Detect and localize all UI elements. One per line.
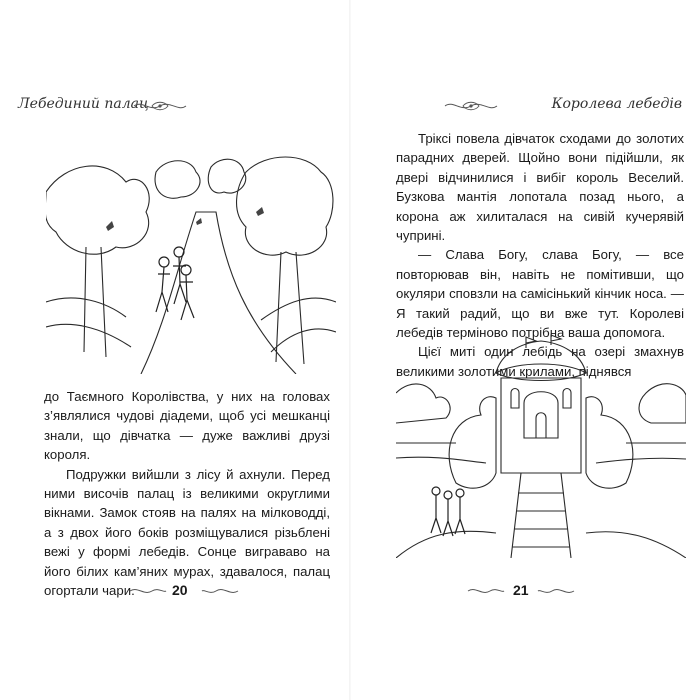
- paragraph: Цієї миті один лебідь на озері змахнув великими золотими крилами, піднявся: [396, 344, 684, 379]
- paragraph: Подружки вийшли з лісу й ахнули. Перед ними височів палац із великими округлими вікнами. Замок стояв на палях на мілководді, а з двох його боків розміщувалися різьблені вежі у формі лебедів. Сонце виграваво на його білих кам’яних мурах, здавалося, палац огортали чари.: [44, 466, 330, 599]
- swan-palace-illustration: [396, 333, 686, 558]
- folio-ornament-icon: [200, 585, 240, 597]
- flourish-ornament-icon: [132, 98, 188, 114]
- page-number-left: 20: [172, 582, 188, 598]
- running-head-left: Лебединий палац: [18, 96, 149, 112]
- paragraph: Тріксі повела дівчаток сходами до золотих парадних дверей. Щойно вони підійшли, як двері відчинилися і вибіг король Веселий. Бузкова мантія лопотала позад нього, а корона аж хилиталася на сивій кучерявій чуприні.: [396, 131, 684, 244]
- paragraph: — Слава Богу, слава Богу, — все повторював він, навіть не помітивши, що окуляри сповзли на самісінький кінчик носа. — Я такий радий, що ви вже тут. Королеві лебедів терміново потрібна ваша допомога.: [396, 247, 684, 341]
- paragraph: до Таємного Королівства, у них на головах з’являлися чудові діадеми, щоб усі мешканці знали, що дівчатка — дуже важливі друзі короля.: [44, 389, 330, 463]
- folio-ornament-icon: [128, 585, 168, 597]
- folio-ornament-icon: [536, 585, 576, 597]
- folio-ornament-icon: [466, 585, 506, 597]
- flourish-ornament-icon: [443, 98, 499, 114]
- running-head-right: Королева лебедів: [551, 96, 682, 112]
- forest-path-illustration: [46, 152, 336, 374]
- body-text-left: [44, 387, 330, 600]
- page-number-right: 21: [513, 582, 529, 598]
